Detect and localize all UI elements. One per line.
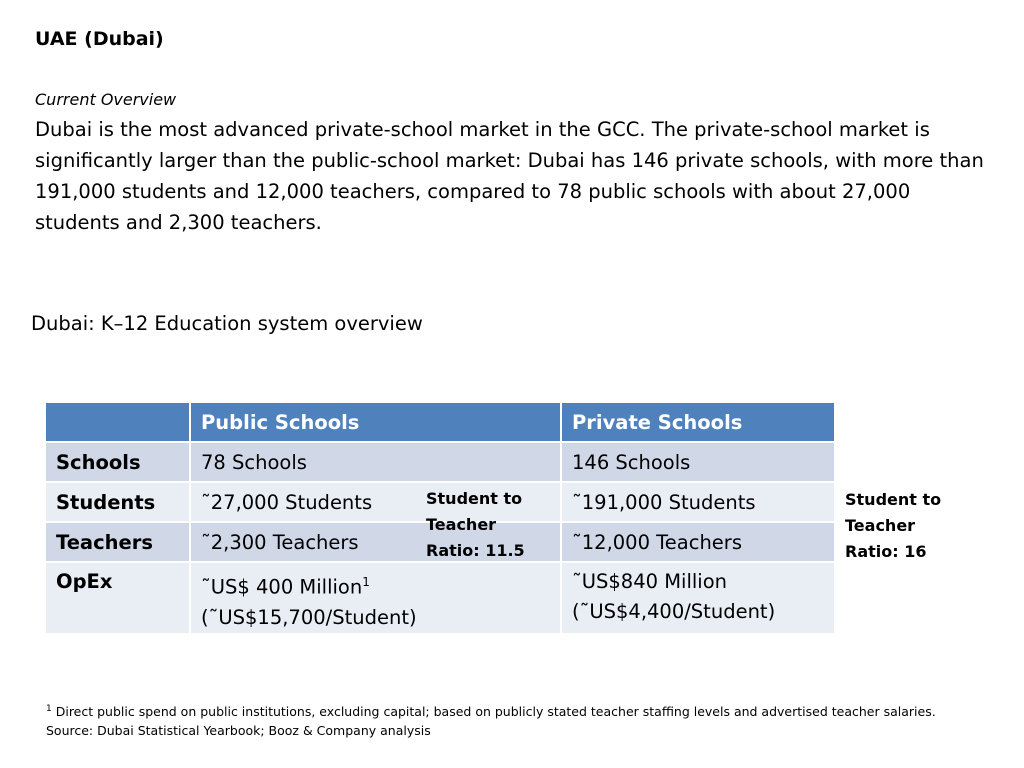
- private-ratio-callout: [845, 487, 955, 565]
- row-label: Schools: [45, 442, 190, 482]
- row-label: Teachers: [45, 522, 190, 562]
- cell-public: [190, 562, 561, 634]
- opex-public-per-student: (˜US$15,700/Student): [201, 605, 417, 629]
- cell-private: [561, 562, 835, 634]
- table-header-empty: [45, 402, 190, 442]
- footnote: [46, 700, 1006, 740]
- subtitle: Current Overview: [35, 90, 177, 109]
- cell-private: 146 Schools: [561, 442, 835, 482]
- table-row-opex: [45, 562, 835, 634]
- source-text: Source: Dubai Statistical Yearbook; Booz & Company analysis: [46, 723, 431, 739]
- opex-public-amount: ˜US$ 400 Million: [201, 575, 363, 599]
- table-header-private: Private Schools: [561, 402, 835, 442]
- cell-private: ˜191,000 Students: [561, 482, 835, 522]
- row-label: Students: [45, 482, 190, 522]
- page-title: UAE (Dubai): [35, 28, 164, 50]
- ratio-line: Ratio: 16: [845, 542, 927, 561]
- table-header-row: [45, 402, 835, 442]
- cell-public: ˜2,300 Teachers: [190, 522, 561, 562]
- ratio-line: Student to: [845, 490, 942, 509]
- ratio-line: Teacher: [845, 516, 916, 535]
- opex-private-per-student: (˜US$4,400/Student): [572, 600, 776, 623]
- public-ratio-callout: [426, 486, 536, 564]
- table-header-public: Public Schools: [190, 402, 561, 442]
- cell-private: ˜12,000 Teachers: [561, 522, 835, 562]
- cell-public: ˜27,000 Students: [190, 482, 561, 522]
- table-row-schools: [45, 442, 835, 482]
- footnote-marker: 1: [362, 575, 370, 589]
- footnote-text: Direct public spend on public institutions, excluding capital; based on publicly stated teacher staffing levels and advertised teacher salaries.: [55, 704, 936, 720]
- row-label: OpEx: [45, 562, 190, 634]
- ratio-line: Student to: [426, 489, 523, 508]
- body-paragraph: Dubai is the most advanced private-school market in the GCC. The private-school market is significantly larger than the public-school market: Dubai has 146 private schools, with more than 191,000 students and 12,000 teachers, compared to 78 public schools with about 27,000 students and 2,300 teachers.: [35, 118, 984, 234]
- section-title: Dubai: K–12 Education system overview: [31, 312, 423, 335]
- footnote-marker: 1: [46, 704, 52, 714]
- cell-public: 78 Schools: [190, 442, 561, 482]
- ratio-line: Teacher: [426, 515, 497, 534]
- ratio-line: Ratio: 11.5: [426, 541, 525, 560]
- opex-private-amount: ˜US$840 Million: [572, 570, 728, 593]
